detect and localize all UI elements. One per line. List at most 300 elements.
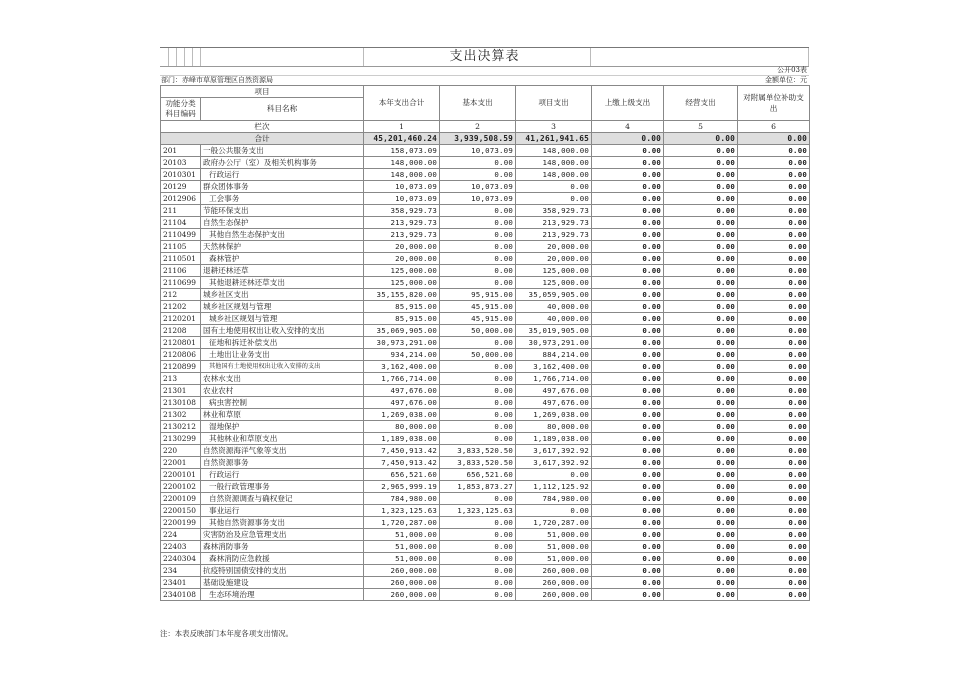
amount-cell: 0.00	[738, 241, 810, 253]
subject-code: 2012906	[161, 193, 201, 205]
amount-cell: 0.00	[592, 193, 664, 205]
table-row	[161, 157, 810, 169]
amount-cell: 0.00	[738, 505, 810, 517]
amount-cell: 0.00	[440, 553, 516, 565]
amount-cell: 0.00	[738, 301, 810, 313]
subject-name: 国有土地使用权出让收入安排的支出	[201, 325, 364, 337]
total-value: 0.00	[738, 133, 810, 145]
table-row	[161, 517, 810, 529]
amount-cell: 0.00	[592, 373, 664, 385]
amount-cell: 213,929.73	[364, 217, 440, 229]
subject-name: 农林水支出	[201, 373, 364, 385]
amount-cell: 0.00	[664, 337, 738, 349]
table-row	[161, 205, 810, 217]
amount-cell: 0.00	[664, 217, 738, 229]
amount-cell: 0.00	[738, 517, 810, 529]
amount-cell: 30,973,291.00	[516, 337, 592, 349]
amount-cell: 0.00	[440, 433, 516, 445]
amount-cell: 0.00	[592, 433, 664, 445]
amount-cell: 260,000.00	[364, 565, 440, 577]
amount-cell: 1,112,125.92	[516, 481, 592, 493]
amount-cell: 80,000.00	[516, 421, 592, 433]
subject-name: 节能环保支出	[201, 205, 364, 217]
subject-name: 其他自然资源事务支出	[201, 517, 364, 529]
amount-cell: 0.00	[592, 325, 664, 337]
amount-cell: 0.00	[738, 277, 810, 289]
amount-cell: 0.00	[738, 349, 810, 361]
table-row	[161, 217, 810, 229]
amount-cell: 0.00	[592, 217, 664, 229]
amount-cell: 0.00	[592, 457, 664, 469]
amount-cell: 0.00	[440, 421, 516, 433]
amount-cell: 0.00	[440, 529, 516, 541]
amount-cell: 30,973,291.00	[364, 337, 440, 349]
table-row	[161, 505, 810, 517]
subject-name: 土地出让业务支出	[201, 349, 364, 361]
amount-cell: 0.00	[738, 265, 810, 277]
amount-cell: 125,000.00	[364, 277, 440, 289]
subject-name: 城乡社区支出	[201, 289, 364, 301]
col-business-header: 经营支出	[664, 86, 738, 121]
subject-code: 2110501	[161, 253, 201, 265]
amount-cell: 3,162,400.00	[364, 361, 440, 373]
table-row	[161, 277, 810, 289]
amount-cell: 0.00	[440, 577, 516, 589]
subject-code: 211	[161, 205, 201, 217]
amount-cell: 3,833,520.50	[440, 445, 516, 457]
amount-cell: 0.00	[592, 337, 664, 349]
amount-cell: 0.00	[738, 337, 810, 349]
amount-cell: 0.00	[592, 589, 664, 601]
amount-cell: 0.00	[738, 565, 810, 577]
amount-cell: 85,915.00	[364, 313, 440, 325]
amount-cell: 0.00	[738, 325, 810, 337]
seq-5: 5	[664, 121, 738, 133]
amount-cell: 1,269,038.00	[364, 409, 440, 421]
total-value: 0.00	[664, 133, 738, 145]
amount-cell: 0.00	[592, 241, 664, 253]
amount-cell: 0.00	[440, 493, 516, 505]
amount-cell: 35,059,905.00	[516, 289, 592, 301]
amount-cell: 497,676.00	[364, 397, 440, 409]
subject-code: 2130108	[161, 397, 201, 409]
amount-cell: 0.00	[592, 385, 664, 397]
amount-cell: 3,833,520.50	[440, 457, 516, 469]
amount-cell: 0.00	[664, 169, 738, 181]
amount-cell: 7,450,913.42	[364, 457, 440, 469]
subject-code: 2340108	[161, 589, 201, 601]
amount-cell: 0.00	[664, 253, 738, 265]
subject-code: 2120806	[161, 349, 201, 361]
amount-cell: 125,000.00	[516, 277, 592, 289]
amount-cell: 0.00	[738, 493, 810, 505]
amount-cell: 0.00	[664, 385, 738, 397]
amount-cell: 0.00	[738, 253, 810, 265]
amount-cell: 0.00	[664, 145, 738, 157]
amount-cell: 125,000.00	[364, 265, 440, 277]
amount-cell: 148,000.00	[516, 157, 592, 169]
amount-cell: 0.00	[664, 325, 738, 337]
amount-cell: 0.00	[664, 505, 738, 517]
amount-cell: 0.00	[592, 181, 664, 193]
subject-name: 工会事务	[201, 193, 364, 205]
seq-4: 4	[592, 121, 664, 133]
amount-cell: 0.00	[592, 301, 664, 313]
amount-cell: 0.00	[592, 541, 664, 553]
amount-cell: 35,019,905.00	[516, 325, 592, 337]
table-row	[161, 361, 810, 373]
amount-cell: 784,980.00	[516, 493, 592, 505]
subject-code: 2200101	[161, 469, 201, 481]
amount-cell: 0.00	[592, 517, 664, 529]
subject-name: 城乡社区规划与管理	[201, 301, 364, 313]
amount-cell: 0.00	[664, 589, 738, 601]
table-row	[161, 397, 810, 409]
amount-cell: 0.00	[440, 229, 516, 241]
subject-code: 224	[161, 529, 201, 541]
amount-cell: 0.00	[592, 265, 664, 277]
table-row	[161, 493, 810, 505]
amount-cell: 95,915.00	[440, 289, 516, 301]
table-row	[161, 409, 810, 421]
subject-name: 病虫害控制	[201, 397, 364, 409]
subject-code: 2130299	[161, 433, 201, 445]
amount-cell: 10,073.09	[364, 181, 440, 193]
amount-cell: 1,323,125.63	[440, 505, 516, 517]
amount-cell: 213,929.73	[364, 229, 440, 241]
subject-name: 其他林业和草原支出	[201, 433, 364, 445]
amount-cell: 1,720,287.00	[516, 517, 592, 529]
table-row	[161, 469, 810, 481]
total-value: 41,261,941.65	[516, 133, 592, 145]
title-row	[160, 47, 809, 67]
amount-cell: 0.00	[440, 541, 516, 553]
amount-cell: 0.00	[664, 457, 738, 469]
subject-code: 2120899	[161, 361, 201, 373]
subject-code: 2200109	[161, 493, 201, 505]
amount-cell: 0.00	[738, 313, 810, 325]
amount-cell: 260,000.00	[364, 577, 440, 589]
amount-cell: 0.00	[440, 589, 516, 601]
amount-cell: 0.00	[738, 289, 810, 301]
amount-cell: 0.00	[592, 469, 664, 481]
amount-cell: 51,000.00	[364, 553, 440, 565]
seq-6: 6	[738, 121, 810, 133]
table-row	[161, 169, 810, 181]
amount-cell: 80,000.00	[364, 421, 440, 433]
func-code-header: 功能分类科目编码	[161, 98, 201, 121]
amount-cell: 0.00	[592, 169, 664, 181]
subject-name: 其他自然生态保护支出	[201, 229, 364, 241]
subject-name: 农业农村	[201, 385, 364, 397]
subject-name: 其他国有土地使用权出让收入安排的支出	[201, 361, 364, 373]
amount-cell: 0.00	[592, 409, 664, 421]
subject-code: 21301	[161, 385, 201, 397]
amount-cell: 0.00	[440, 277, 516, 289]
amount-cell: 0.00	[738, 421, 810, 433]
subject-name: 森林消防事务	[201, 541, 364, 553]
subject-code: 2110699	[161, 277, 201, 289]
amount-cell: 10,073.09	[440, 145, 516, 157]
subject-name: 森林管护	[201, 253, 364, 265]
amount-cell: 0.00	[592, 361, 664, 373]
subject-code: 2200150	[161, 505, 201, 517]
amount-cell: 1,189,038.00	[364, 433, 440, 445]
unit-label: 金额单位：元	[765, 76, 807, 84]
amount-cell: 0.00	[738, 217, 810, 229]
subject-name: 城乡社区规划与管理	[201, 313, 364, 325]
amount-cell: 497,676.00	[516, 397, 592, 409]
subject-name: 自然资源海洋气象等支出	[201, 445, 364, 457]
amount-cell: 358,929.73	[516, 205, 592, 217]
subject-name: 湿地保护	[201, 421, 364, 433]
table-row	[161, 145, 810, 157]
amount-cell: 0.00	[440, 241, 516, 253]
subject-code: 2110499	[161, 229, 201, 241]
amount-cell: 497,676.00	[364, 385, 440, 397]
amount-cell: 0.00	[664, 481, 738, 493]
table-row	[161, 589, 810, 601]
table-row	[161, 181, 810, 193]
subject-code: 234	[161, 565, 201, 577]
expenditure-sheet	[160, 47, 809, 642]
subject-name: 事业运行	[201, 505, 364, 517]
amount-cell: 0.00	[664, 529, 738, 541]
table-row	[161, 253, 810, 265]
subject-code: 22403	[161, 541, 201, 553]
amount-cell: 0.00	[440, 157, 516, 169]
amount-cell: 260,000.00	[516, 589, 592, 601]
amount-cell: 40,000.00	[516, 313, 592, 325]
amount-cell: 20,000.00	[364, 241, 440, 253]
amount-cell: 0.00	[592, 397, 664, 409]
amount-cell: 0.00	[738, 433, 810, 445]
amount-cell: 0.00	[664, 577, 738, 589]
amount-cell: 45,915.00	[440, 301, 516, 313]
footnote: 注：本表反映部门本年度各项支出情况。	[160, 629, 294, 638]
amount-cell: 358,929.73	[364, 205, 440, 217]
amount-cell: 0.00	[592, 253, 664, 265]
amount-cell: 1,766,714.00	[516, 373, 592, 385]
subject-name: 群众团体事务	[201, 181, 364, 193]
amount-cell: 3,617,392.92	[516, 445, 592, 457]
amount-cell: 0.00	[664, 289, 738, 301]
subject-code: 2200199	[161, 517, 201, 529]
amount-cell: 0.00	[664, 181, 738, 193]
amount-cell: 51,000.00	[364, 529, 440, 541]
table-row	[161, 229, 810, 241]
amount-cell: 0.00	[664, 193, 738, 205]
amount-cell: 2,965,999.19	[364, 481, 440, 493]
amount-cell: 0.00	[592, 529, 664, 541]
subject-code: 201	[161, 145, 201, 157]
amount-cell: 0.00	[440, 253, 516, 265]
table-row	[161, 553, 810, 565]
amount-cell: 20,000.00	[516, 241, 592, 253]
amount-cell: 0.00	[440, 361, 516, 373]
amount-cell: 0.00	[664, 373, 738, 385]
amount-cell: 0.00	[738, 229, 810, 241]
amount-cell: 0.00	[592, 145, 664, 157]
total-value: 3,939,508.59	[440, 133, 516, 145]
amount-cell: 51,000.00	[516, 529, 592, 541]
project-header: 项目	[161, 86, 364, 98]
amount-cell: 784,980.00	[364, 493, 440, 505]
table-row	[161, 541, 810, 553]
amount-cell: 0.00	[664, 229, 738, 241]
amount-cell: 0.00	[592, 445, 664, 457]
amount-cell: 1,189,038.00	[516, 433, 592, 445]
table-row	[161, 445, 810, 457]
amount-cell: 0.00	[592, 493, 664, 505]
table-row	[161, 529, 810, 541]
subject-code: 2200102	[161, 481, 201, 493]
amount-cell: 656,521.60	[364, 469, 440, 481]
table-row	[161, 385, 810, 397]
subject-name: 退耕还林还草	[201, 265, 364, 277]
amount-cell: 3,617,392.92	[516, 457, 592, 469]
subject-code: 21202	[161, 301, 201, 313]
amount-cell: 0.00	[664, 445, 738, 457]
amount-cell: 0.00	[738, 553, 810, 565]
header-row-project	[161, 86, 810, 98]
amount-cell: 0.00	[664, 157, 738, 169]
amount-cell: 10,073.09	[440, 193, 516, 205]
amount-cell: 20,000.00	[364, 253, 440, 265]
subject-code: 2120801	[161, 337, 201, 349]
subject-code: 213	[161, 373, 201, 385]
subject-name: 抗疫特别国债安排的支出	[201, 565, 364, 577]
table-row	[161, 433, 810, 445]
amount-cell: 148,000.00	[516, 145, 592, 157]
table-row	[161, 289, 810, 301]
table-row	[161, 301, 810, 313]
subject-code: 212	[161, 289, 201, 301]
table-row	[161, 577, 810, 589]
amount-cell: 1,766,714.00	[364, 373, 440, 385]
department-label: 部门：赤峰市草原管理区自然资源局	[161, 76, 273, 84]
subject-name: 森林消防应急救援	[201, 553, 364, 565]
amount-cell: 125,000.00	[516, 265, 592, 277]
amount-cell: 0.00	[738, 385, 810, 397]
amount-cell: 0.00	[738, 373, 810, 385]
amount-cell: 213,929.73	[516, 229, 592, 241]
amount-cell: 0.00	[592, 577, 664, 589]
amount-cell: 85,915.00	[364, 301, 440, 313]
amount-cell: 0.00	[440, 385, 516, 397]
subject-name: 生态环境治理	[201, 589, 364, 601]
amount-cell: 1,720,287.00	[364, 517, 440, 529]
subject-name: 自然生态保护	[201, 217, 364, 229]
amount-cell: 0.00	[440, 337, 516, 349]
amount-cell: 0.00	[738, 589, 810, 601]
subject-code: 23401	[161, 577, 201, 589]
amount-cell: 51,000.00	[516, 553, 592, 565]
amount-cell: 0.00	[738, 169, 810, 181]
table-row	[161, 265, 810, 277]
col-total-header: 本年支出合计	[364, 86, 440, 121]
subject-code: 21105	[161, 241, 201, 253]
amount-cell: 260,000.00	[364, 589, 440, 601]
amount-cell: 0.00	[664, 565, 738, 577]
table-row	[161, 373, 810, 385]
subject-code: 220	[161, 445, 201, 457]
table-row	[161, 481, 810, 493]
amount-cell: 0.00	[664, 241, 738, 253]
subject-name: 天然林保护	[201, 241, 364, 253]
amount-cell: 20,000.00	[516, 253, 592, 265]
amount-cell: 0.00	[592, 157, 664, 169]
amount-cell: 0.00	[738, 181, 810, 193]
amount-cell: 0.00	[440, 205, 516, 217]
amount-cell: 213,929.73	[516, 217, 592, 229]
amount-cell: 0.00	[516, 193, 592, 205]
amount-cell: 148,000.00	[364, 157, 440, 169]
table-row	[161, 565, 810, 577]
amount-cell: 10,073.09	[440, 181, 516, 193]
total-row	[161, 133, 810, 145]
amount-cell: 35,069,905.00	[364, 325, 440, 337]
amount-cell: 0.00	[738, 145, 810, 157]
amount-cell: 0.00	[664, 265, 738, 277]
amount-cell: 0.00	[592, 229, 664, 241]
amount-cell: 3,162,400.00	[516, 361, 592, 373]
seq-label: 栏次	[161, 121, 364, 133]
amount-cell: 934,214.00	[364, 349, 440, 361]
amount-cell: 0.00	[664, 469, 738, 481]
amount-cell: 0.00	[440, 409, 516, 421]
table-row	[161, 193, 810, 205]
amount-cell: 1,269,038.00	[516, 409, 592, 421]
subject-name-header: 科目名称	[201, 98, 364, 121]
subject-code: 2010301	[161, 169, 201, 181]
amount-cell: 0.00	[738, 157, 810, 169]
amount-cell: 0.00	[440, 565, 516, 577]
amount-cell: 0.00	[592, 565, 664, 577]
subject-code: 2130212	[161, 421, 201, 433]
amount-cell: 0.00	[592, 205, 664, 217]
amount-cell: 0.00	[440, 373, 516, 385]
amount-cell: 0.00	[664, 433, 738, 445]
amount-cell: 0.00	[664, 409, 738, 421]
amount-cell: 0.00	[738, 577, 810, 589]
subject-name: 其他退耕还林还草支出	[201, 277, 364, 289]
amount-cell: 0.00	[738, 205, 810, 217]
subject-name: 自然资源事务	[201, 457, 364, 469]
amount-cell: 260,000.00	[516, 565, 592, 577]
amount-cell: 50,000.00	[440, 325, 516, 337]
amount-cell: 497,676.00	[516, 385, 592, 397]
amount-cell: 0.00	[592, 421, 664, 433]
table-row	[161, 349, 810, 361]
table-row	[161, 457, 810, 469]
amount-cell: 884,214.00	[516, 349, 592, 361]
amount-cell: 1,853,873.27	[440, 481, 516, 493]
amount-cell: 0.00	[738, 541, 810, 553]
amount-cell: 0.00	[592, 349, 664, 361]
amount-cell: 0.00	[592, 553, 664, 565]
amount-cell: 0.00	[664, 397, 738, 409]
amount-cell: 51,000.00	[516, 541, 592, 553]
subject-code: 21106	[161, 265, 201, 277]
amount-cell: 0.00	[440, 217, 516, 229]
amount-cell: 0.00	[738, 361, 810, 373]
subject-code: 20129	[161, 181, 201, 193]
amount-cell: 1,323,125.63	[364, 505, 440, 517]
subject-name: 自然资源调查与确权登记	[201, 493, 364, 505]
amount-cell: 0.00	[592, 277, 664, 289]
col-basic-header: 基本支出	[440, 86, 516, 121]
